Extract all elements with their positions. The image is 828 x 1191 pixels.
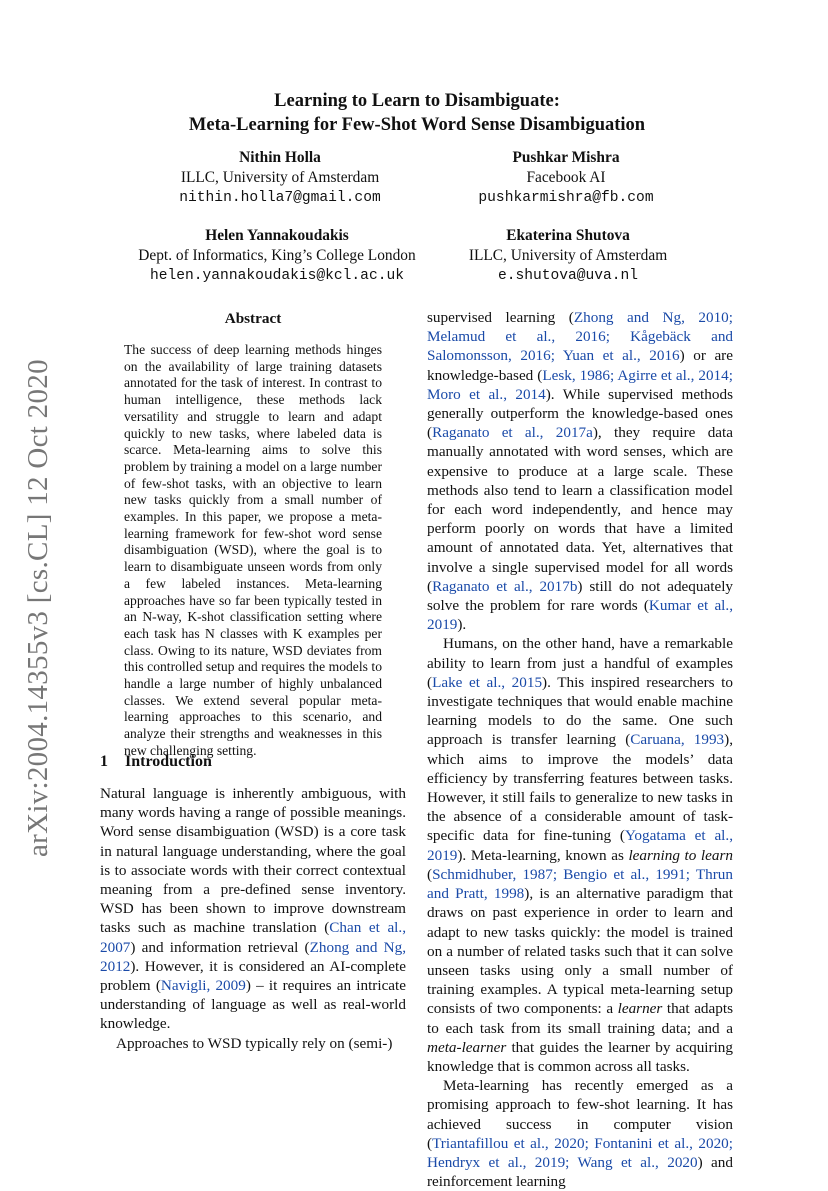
author-email[interactable]: helen.yannakoudakis@kcl.ac.uk [150,268,404,284]
citation-link[interactable]: et [691,597,709,615]
intro-paragraph-4: Meta-learning has recently emerged as a promising approach to few-shot learning. It has achieved success in computer vision (Triantafillou et al., 2020; Fontanini et al., 2020; Hendryx et al., 2019; Wang et al., 2020) and reinforcement learning [427,1077,733,1191]
citation-link[interactable]: Lake et al., 2015 [432,673,543,691]
citation-link[interactable]: al., [512,424,544,442]
citation-link[interactable]: 2017a [543,424,593,442]
citation-link[interactable]: al., [516,328,556,346]
citation-link[interactable]: Ng, [648,309,685,326]
citation-link[interactable]: Raganato [432,577,490,595]
intro-paragraph-2: supervised learning (Zhong and Ng, 2010; Melamud et al., 2016; Kågebäck and Salomonsson, 2016; Yuan et al., 2016) or are knowledge-based (Lesk, 1986; Agirre et al., 2014; Moro et al., 2014). While supervised methods generally outperform the knowledge-based ones (Raganato et al., 2017a), they require data manually annotated with word senses, which are expensive to produce at a large scale. These methods also tend to learn a classification model for each word independently, and hence may perform poorly on words that have a limited amount of annotated data. Yet, alternatives that involve a single supervised model for all words (Raganato et al., 2017b) still do not adequately solve the problem for rare words (Kumar et al., 2019). [427,309,734,634]
citation-link[interactable]: Caruana, 1993 [630,731,725,749]
citation-link[interactable]: 2017b [532,577,578,595]
section-heading-introduction [100,753,212,771]
citation-link[interactable]: Melamud [427,328,486,346]
citation-link[interactable]: Zhong and Ng, 2012 [100,938,406,975]
section-number: 1 [100,753,108,770]
citation-link[interactable]: 2016; [511,347,555,365]
citation-link[interactable]: al., [480,385,507,403]
author-block-3 [112,226,442,286]
author-affiliation: Facebook AI [526,169,606,186]
author-email[interactable]: pushkarmishra@fb.com [478,190,654,206]
intro-paragraph-1: Natural language is inherently ambiguous, with many words having a range of possible meanings. Word sense disambiguation (WSD) is a core task in natural language understanding, where the goal is to associate words with their correct contextual meaning from a pre-defined sense inventory. WSD has been shown to improve downstream tasks such as machine translation (Chan et al., 2007) and information retrieval (Zhong and Ng, 2012). However, it is considered an AI-complete problem (Navigli, 2009) – it requires an intricate understanding of language as well as real-world knowledge. [100,785,407,1033]
citation-link[interactable]: et [489,577,508,595]
author-block-4 [432,226,704,286]
citation-link[interactable]: 2014 [507,385,546,403]
citation-link[interactable]: Raganato [432,424,490,442]
citation-link[interactable]: al., [708,597,733,615]
section-title: Introduction [125,753,212,770]
abstract-heading: Abstract [224,310,282,327]
intro-paragraph-2: Approaches to WSD typically rely on (semi-) [116,1034,393,1052]
citation-link[interactable]: Kumar [648,597,692,615]
citation-link[interactable]: Salomonsson, [427,347,512,365]
citation-link[interactable]: et [485,328,517,346]
citation-link[interactable]: Yuan [554,347,595,365]
citation-link[interactable]: Yogatama et al., 2019 [427,827,733,864]
citation-link[interactable]: et [594,347,614,365]
author-block-2 [420,148,712,208]
citation-link[interactable]: al., [613,347,641,365]
intro-paragraph-3: Humans, on the other hand, have a remarkable ability to learn from just a handful of examples (Lake et al., 2015). This inspired researchers to investigate techniques that would enable machine learning models to do the same. One such approach is transfer learning (Caruana, 1993), which aims to improve the models’ data efficiency by transferring features between tasks. However, it still fails to generalize to new tasks in the absence of a considerable amount of task-specific data for fine-tuning (Yogatama et al., 2019). Meta-learning, known as learning to learn (Schmidhuber, 1987; Bengio et al., 1991; Thrun and Pratt, 1998), is an alternative paradigm that draws on past experience in order to learn and adapt to new tasks quickly: the model is trained on a number of related tasks such that it can solve unseen tasks using only a small number of training examples. A typical meta-learning setup consists of two components: a learner that adapts to each task from its small training data; and a meta-learner that guides the learner by acquiring knowledge that is common across all tasks. [427,635,733,1075]
citation-link[interactable]: al., [671,366,695,384]
citation-link[interactable]: Agirre [614,366,657,384]
title-line-2: Meta-Learning for Few-Shot Word Sense Disambiguation [188,115,646,135]
author-affiliation: ILLC, University of Amsterdam [180,169,380,186]
citation-link[interactable]: 2014; [694,366,733,384]
author-email[interactable]: e.shutova@uva.nl [497,268,639,284]
citation-link[interactable]: Kågebäck [609,328,691,346]
author-name: Ekaterina Shutova [506,227,630,244]
arxiv-identifier: arXiv:2004.14355v3 [cs.CL] 12 Oct 2020 [22,359,54,857]
citation-link[interactable]: Triantafillou et al., 2020; Fontanini et al., 2020; Hendryx et al., 2019; Wang et al., 2020 [427,1134,733,1171]
citation-link[interactable]: 2016; [555,328,610,346]
left-column-body [100,784,406,1070]
author-name: Pushkar Mishra [512,149,620,166]
citation-link[interactable]: Chan et al., 2007 [100,919,406,956]
citation-link[interactable]: Schmidhuber, 1987; Bengio et al., 1991; Thrun and Pratt, 1998 [427,865,733,903]
citation-link[interactable]: et [460,385,481,403]
paper-title [100,89,734,137]
abstract-text: The success of deep learning methods hinges on the availability of large training datasets annotated for the task of interest. In contrast to human intelligence, these methods lack versatility and struggle to learn and adapt quickly to new tasks, where labeled data is scarce. Meta-learning aims to solve this problem by training a model on a large number of few-shot tasks, with an objective to learn new tasks quickly from a small number of examples. In this paper, we propose a meta-learning framework for few-shot word sense disambiguation (WSD), where the goal is to learn to disambiguate unseen words from only a few labeled instances. Meta-learning approaches have so far been typically tested in an N-way, K-shot classification setting where each task has N classes with K examples per class. Owing to its nature, WSD deviates from this controlled setup and requires the models to handle a large number of highly unbalanced classes. We extend several popular meta-learning approaches to this scenario, and analyze their strengths and weaknesses in this new challenging setting. [124,342,382,758]
author-email[interactable]: nithin.holla7@gmail.com [179,190,381,206]
author-block-1 [132,148,428,208]
citation-link[interactable]: 1986; [575,366,615,384]
citation-link[interactable]: 2019 [427,616,458,634]
citation-link[interactable]: Navigli, 2009 [160,977,246,995]
citation-link[interactable]: Zhong [573,309,614,326]
author-name: Helen Yannakoudakis [205,227,349,244]
citation-link[interactable]: 2016 [640,347,680,365]
citation-link[interactable]: and [690,328,734,346]
author-name: Nithin Holla [239,149,321,166]
author-affiliation: ILLC, University of Amsterdam [468,247,668,264]
author-affiliation: Dept. of Informatics, King’s College London [138,247,416,264]
citation-link[interactable]: al., [507,577,533,595]
citation-link[interactable]: Lesk, [542,366,576,384]
citation-link[interactable]: and [613,309,649,326]
citation-link[interactable]: Moro [427,385,461,403]
citation-link[interactable]: 2010; [684,309,733,326]
right-column-body [427,308,734,1191]
citation-link[interactable]: et [489,424,513,442]
citation-link[interactable]: et [656,366,672,384]
title-line-1: Learning to Learn to Disambiguate: [274,91,560,111]
